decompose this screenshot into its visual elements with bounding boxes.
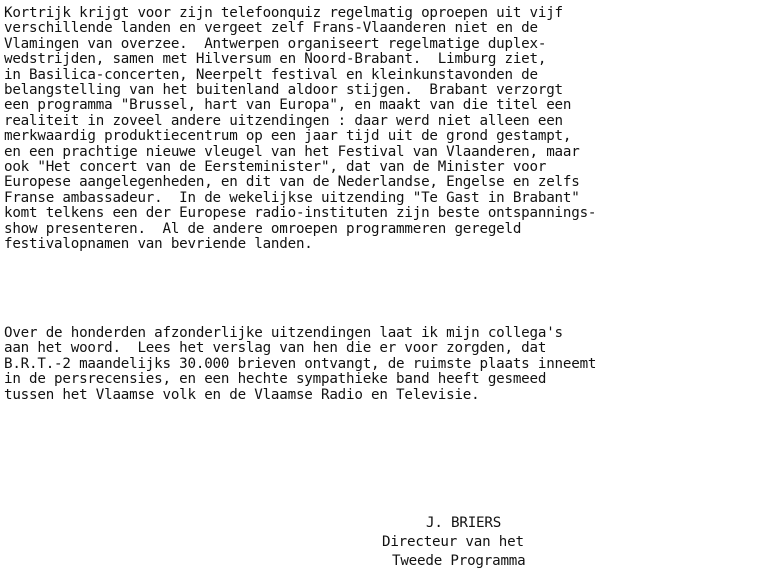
text-line: Europese aangelegenheden, en dit van de Nederlandse, Engelse en zelfs <box>4 174 580 191</box>
text-line: merkwaardig produktiecentrum op een jaar tijd uit de grond gestampt, <box>4 128 572 145</box>
paragraph-1 <box>4 6 596 253</box>
signature-block <box>380 514 580 571</box>
paragraph-2 <box>4 326 596 403</box>
text-line: Kortrijk krijgt voor zijn telefoonquiz regelmatig oproepen uit vijf <box>4 5 563 21</box>
text-line: in Basilica-concerten, Neerpelt festival en kleinkunstavonden de <box>4 66 538 83</box>
text-line: tussen het Vlaamse volk en de Vlaamse Radio en Televisie. <box>4 386 480 403</box>
signatory-title-line-1: Directeur van het <box>382 534 524 550</box>
text-line: festivalopnamen van bevriende landen. <box>4 236 313 253</box>
text-line: Vlamingen van overzee. Antwerpen organiseert regelmatige duplex- <box>4 35 547 52</box>
text-line: Franse ambassadeur. In de wekelijkse uitzending "Te Gast in Brabant" <box>4 189 580 206</box>
signatory-title-line-2: Tweede Programma <box>392 553 526 569</box>
text-line: een programma "Brussel, hart van Europa", en maakt van die titel een <box>4 97 572 114</box>
text-line: verschillende landen en vergeet zelf Frans-Vlaanderen niet en de <box>4 20 538 37</box>
text-line: show presenteren. Al de andere omroepen programmeren geregeld <box>4 220 522 237</box>
text-line: en een prachtige nieuwe vleugel van het Festival van Vlaanderen, maar <box>4 143 580 160</box>
text-line: realiteit in zoveel andere uitzendingen : daar werd niet alleen een <box>4 112 563 129</box>
text-line: B.R.T.-2 maandelijks 30.000 brieven ontvangt, de ruimste plaats inneemt <box>4 355 597 372</box>
text-line: komt telkens een der Europese radio-instituten zijn beste ontspannings- <box>4 205 597 222</box>
text-line: aan het woord. Lees het verslag van hen die er voor zorgden, dat <box>4 340 547 357</box>
text-line: belangstelling van het buitenland aldoor stijgen. Brabant verzorgt <box>4 82 563 99</box>
signatory-name: J. BRIERS <box>426 515 502 531</box>
text-line: Over de honderden afzonderlijke uitzendingen laat ik mijn collega's <box>4 325 563 341</box>
text-line: ook "Het concert van de Eersteminister", dat van de Minister voor <box>4 159 547 176</box>
text-line: wedstrijden, samen met Hilversum en Noord-Brabant. Limburg ziet, <box>4 51 547 68</box>
text-line: in de persrecensies, en een hechte sympathieke band heeft gesmeed <box>4 371 547 388</box>
